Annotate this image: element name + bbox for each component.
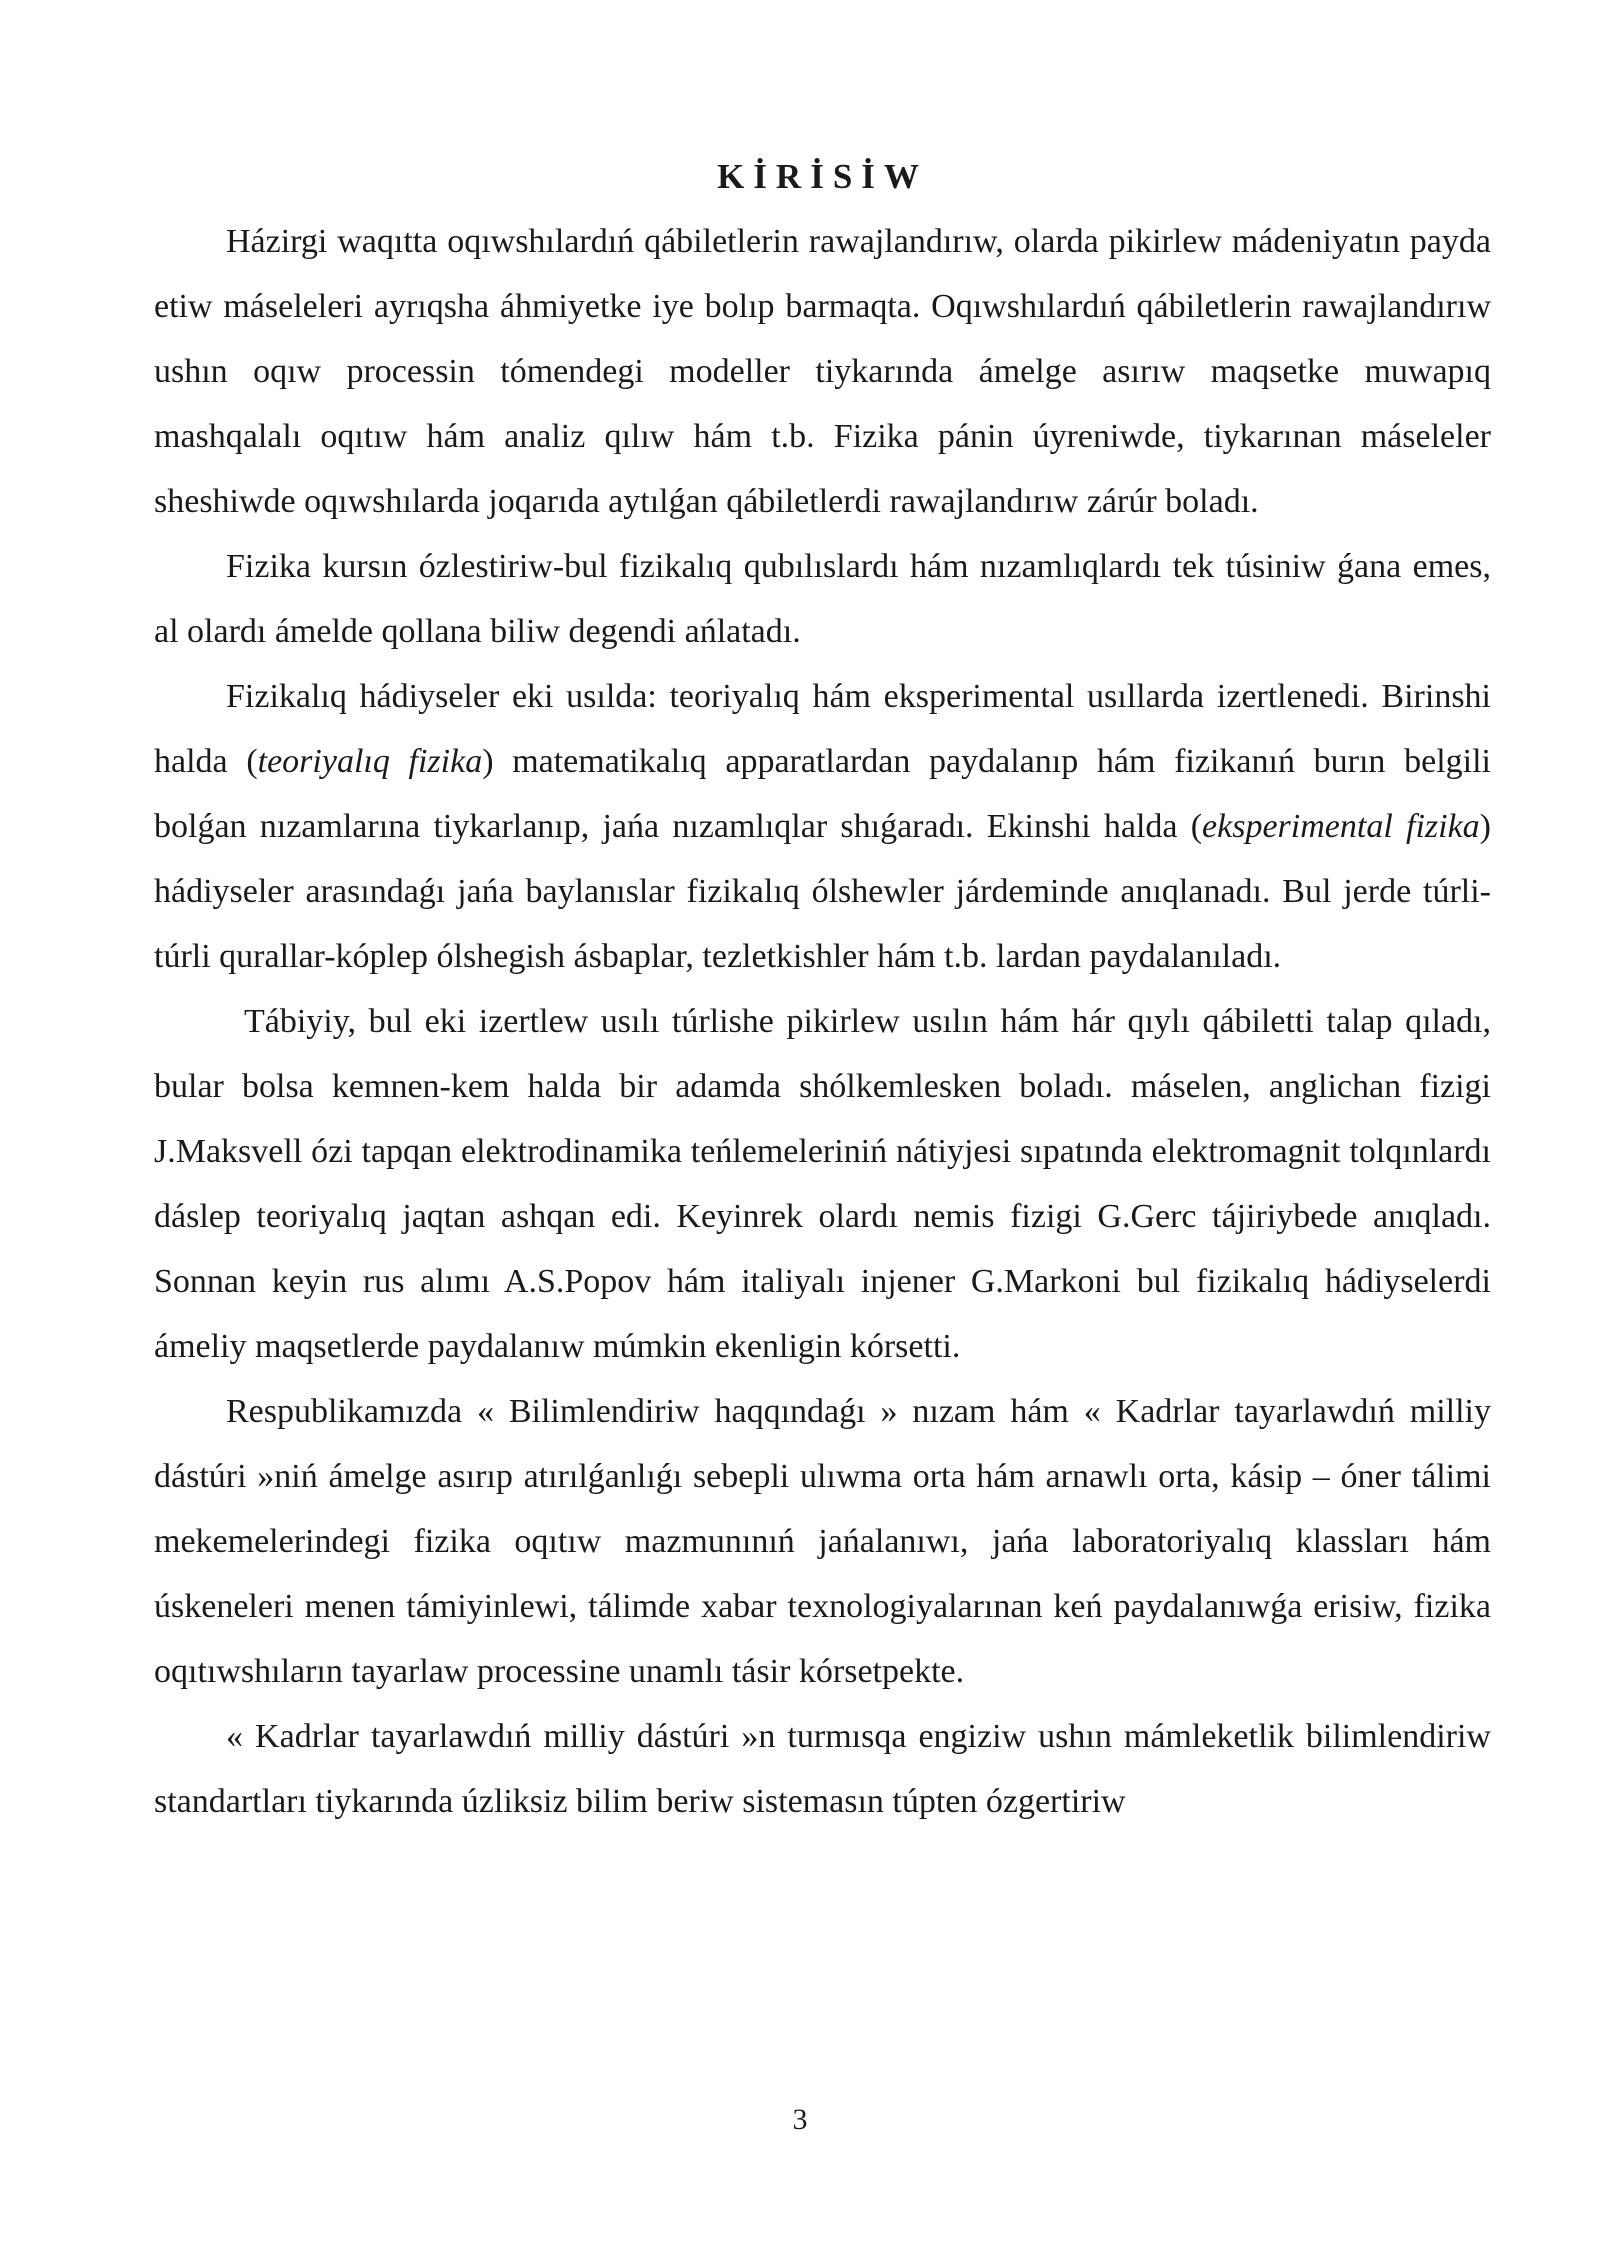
paragraph-2: Fizika kursın ózlestiriw-bul fizikalıq qubılıslardı hám nızamlıqlardı tek túsiniw ǵana emes, al olardı ámelde qollana biliw degendi ańlatadı.: [154, 548, 1491, 650]
paragraph-3-part-1: Fizikalıq hádiyseler eki usılda: teoriyalıq hám eksperimental usıllarda izertlenedi. Birinshi halda (: [154, 678, 1491, 780]
document-page: [154, 148, 1491, 1834]
paragraph-4: Tábiyiy, bul eki izertlew usılı túrlishe pikirlew usılın hám hár qıylı qábiletti talap qıladı, bular bolsa kemnen-kem halda bir adamda shólkemlesken boladı. máselen, anglichan fizigi J.Maksvell ózi tapqan elektrodinamika teńlemeleriniń nátiyjesi sıpatında elektromagnit tolqınlardı dáslep teoriyalıq jaqtan ashqan edi. Keyinrek olardı nemis fizigi G.Gerc tájiriybede anıqladı. Sonnan keyin rus alımı A.S.Popov hám italiyalı injener G.Markoni bul fizikalıq hádiyselerdi ámeliy maqsetlerde paydalanıw múmkin ekenligin kórsetti.: [154, 1003, 1491, 1365]
paragraph-3-italic-term-2: eksperimental fizika: [1202, 808, 1480, 845]
paragraph-5: Respublikamızda « Bilimlendiriw haqqındaǵı » nızam hám « Kadrlar tayarlawdıń milliy dástúri »niń ámelge asırıp atırılǵanlıǵı sebepli ulıwma orta hám arnawlı orta, kásip – óner tálimi mekemelerindegi fizika oqıtıw mazmunınıń jańalanıwı, jańa laboratoriyalıq klassları hám úskeneleri menen támiyinlewi, tálimde xabar texnologiyalarınan keń paydalanıwǵa erisiw, fizika oqıtıwshıların tayarlaw processine unamlı tásir kórsetpekte.: [154, 1393, 1491, 1690]
paragraph-3-part-2: ) matematikalıq apparatlardan paydalanıp hám fizikanıń burın belgili bolǵan nızamlarına tiykarlanıp, jańa nızamlıqlar shıǵaradı. Ekinshi halda (: [154, 743, 1491, 845]
paragraph-1: Házirgi waqıtta oqıwshılardıń qábiletlerin rawajlandırıw, olarda pikirlew mádeniyatın payda etiw máseleleri ayrıqsha áhmiyetke iye bolıp barmaqta. Oqıwshılardıń qábiletlerin rawajlandırıw ushın oqıw processin tómendegi modeller tiykarında ámelge asırıw maqsetke muwapıq mashqalalı oqıtıw hám analiz qılıw hám t.b. Fizika pánin úyreniwde, tiykarınan máseleler sheshiwde oqıwshılarda joqarıda aytılǵan qábiletlerdi rawajlandırıw zárúr boladı.: [154, 223, 1491, 520]
page-number: 3: [792, 2103, 808, 2136]
paragraph-3-italic-term-1: teoriyalıq fizika: [257, 743, 483, 780]
paragraph-3-part-3: ) hádiyseler arasındaǵı jańa baylanıslar fizikalıq ólshewler járdeminde anıqlanadı. Bul jerde túrli-túrli qurallar-kóplep ólshegish ásbaplar, tezletkishler hám t.b. lardan paydalanıladı.: [154, 808, 1491, 975]
paragraph-6: « Kadrlar tayarlawdıń milliy dástúri »n turmısqa engiziw ushın mámleketlik bilimlendiriw standartları tiykarında úzliksiz bilim beriw sistemasın túpten ózgertiriw: [154, 1718, 1491, 1820]
page-title: KİRİSİW: [717, 157, 928, 196]
paragraph-3: [154, 664, 1491, 989]
